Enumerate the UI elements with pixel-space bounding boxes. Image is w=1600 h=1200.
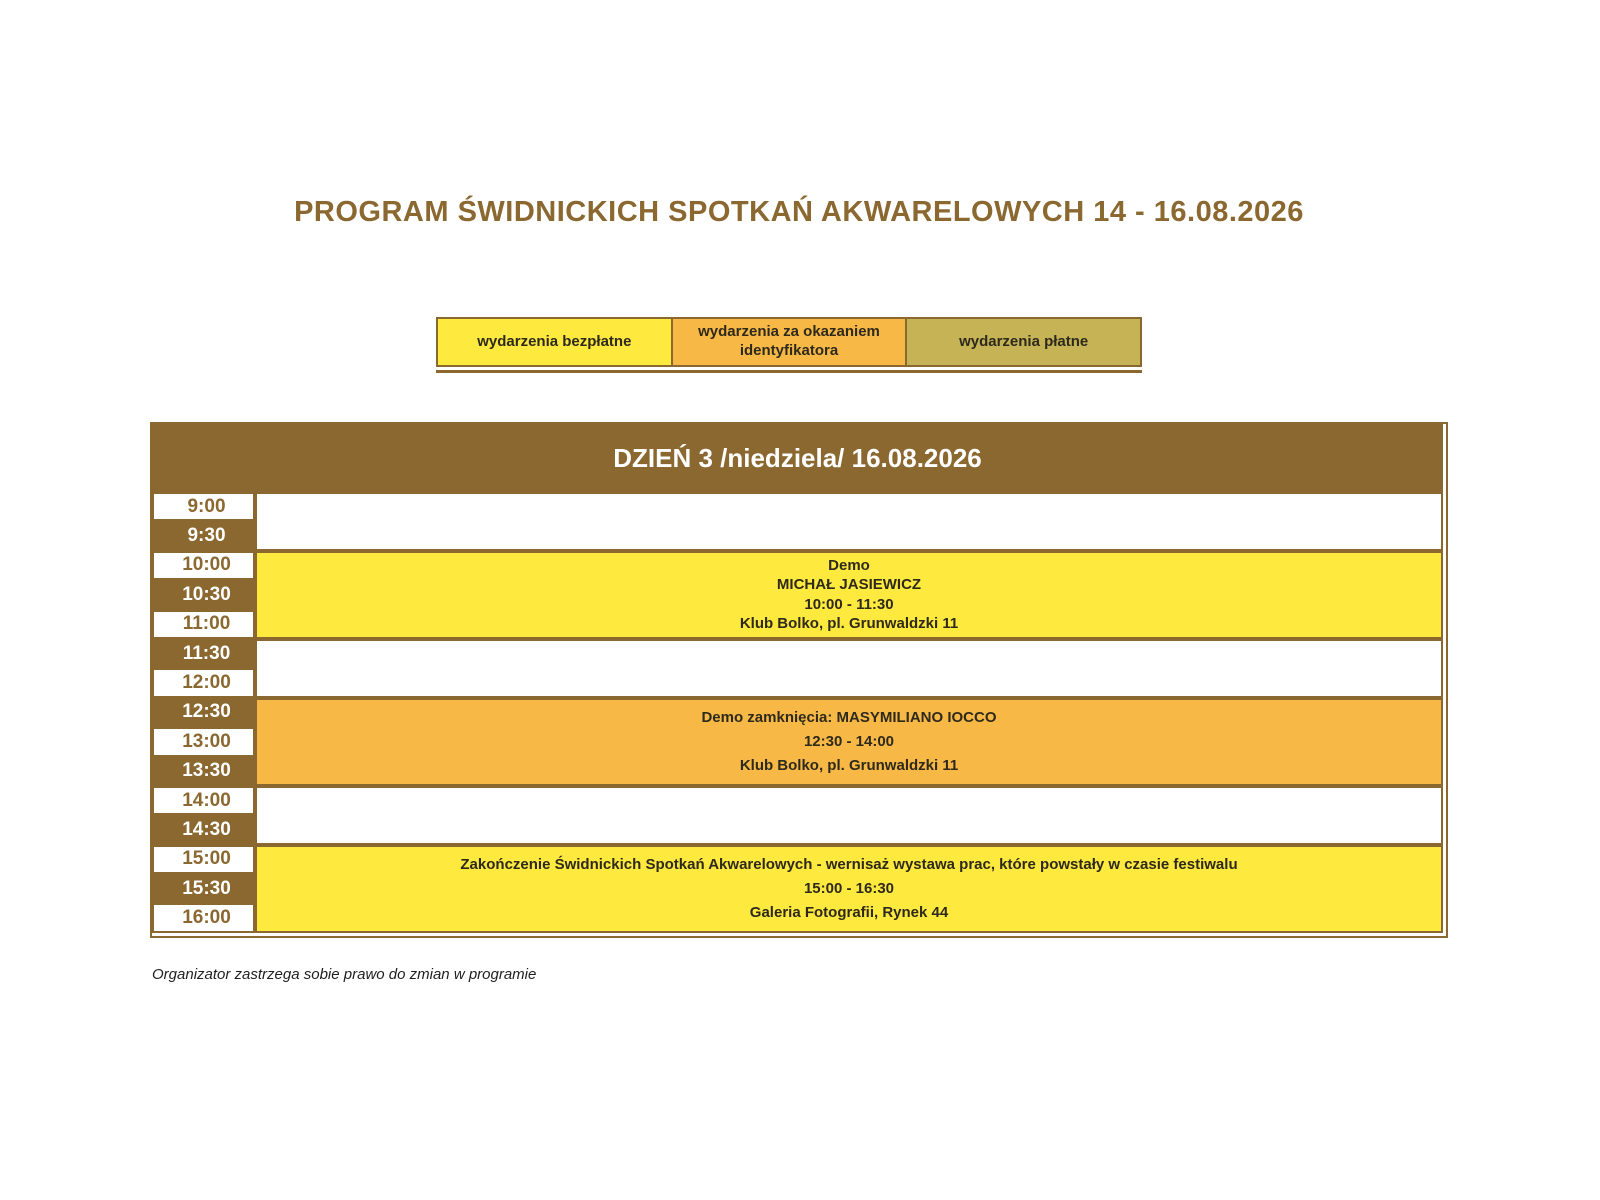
time-slot-1130: 11:30 xyxy=(152,639,255,668)
event-line: 12:30 - 14:00 xyxy=(803,732,895,750)
event-zakonczenie-wernisaz xyxy=(255,845,1443,933)
time-slot-1330: 13:30 xyxy=(152,757,255,786)
legend-item-free xyxy=(436,317,673,367)
footer-disclaimer: Organizator zastrzega sobie prawo do zmian w programie xyxy=(152,966,537,983)
time-slot-1030: 10:30 xyxy=(152,580,255,609)
legend-row xyxy=(436,317,1142,367)
event-line: Zakończenie Świdnickich Spotkań Akwarelowych - wernisaż wystawa prac, które powstały w czasie festiwalu xyxy=(460,855,1238,873)
event-line: Klub Bolko, pl. Grunwaldzki 11 xyxy=(739,614,959,632)
event-line: Klub Bolko, pl. Grunwaldzki 11 xyxy=(739,756,959,774)
empty-slot-1400-1430 xyxy=(255,786,1443,845)
day-header: DZIEŃ 3 /niedziela/ 16.08.2026 xyxy=(152,424,1443,492)
time-slot-1200: 12:00 xyxy=(152,668,255,697)
event-line: MICHAŁ JASIEWICZ xyxy=(776,576,922,594)
time-slot-1500: 15:00 xyxy=(152,845,255,874)
legend-item-paid xyxy=(907,317,1142,367)
event-line: Demo zamknięcia: MASYMILIANO IOCCO xyxy=(701,708,997,726)
time-slot-1400: 14:00 xyxy=(152,786,255,815)
time-slot-0900: 9:00 xyxy=(152,492,255,521)
empty-slot-0900-0930 xyxy=(255,492,1443,551)
time-slot-0930: 9:30 xyxy=(152,521,255,550)
legend-item-free-label: wydarzenia bezpłatne xyxy=(477,332,632,350)
page-title: PROGRAM ŚWIDNICKICH SPOTKAŃ AKWARELOWYCH 14 - 16.08.2026 xyxy=(294,196,1304,228)
legend xyxy=(436,317,1142,373)
legend-item-badge-label: wydarzenia za okazaniem identyfikatora xyxy=(698,323,880,359)
legend-item-paid-label: wydarzenia płatne xyxy=(959,332,1089,350)
event-line: 10:00 - 11:30 xyxy=(804,595,894,613)
time-slot-1230: 12:30 xyxy=(152,698,255,727)
time-slot-1430: 14:30 xyxy=(152,815,255,844)
time-slot-1530: 15:30 xyxy=(152,874,255,903)
legend-item-badge xyxy=(673,317,908,367)
empty-slot-1130-1200 xyxy=(255,639,1443,698)
time-slot-1000: 10:00 xyxy=(152,551,255,580)
time-slot-1100: 11:00 xyxy=(152,610,255,639)
schedule-grid xyxy=(152,424,1443,933)
time-slot-1600: 16:00 xyxy=(152,903,255,932)
event-line: Galeria Fotografii, Rynek 44 xyxy=(749,903,949,921)
schedule-table xyxy=(150,422,1448,938)
event-demo-zamkniecia-iocco xyxy=(255,698,1443,786)
event-line: Demo xyxy=(828,557,870,575)
event-demo-michal-jasiewicz xyxy=(255,551,1443,639)
time-slot-1300: 13:00 xyxy=(152,727,255,756)
event-line: 15:00 - 16:30 xyxy=(803,879,895,897)
